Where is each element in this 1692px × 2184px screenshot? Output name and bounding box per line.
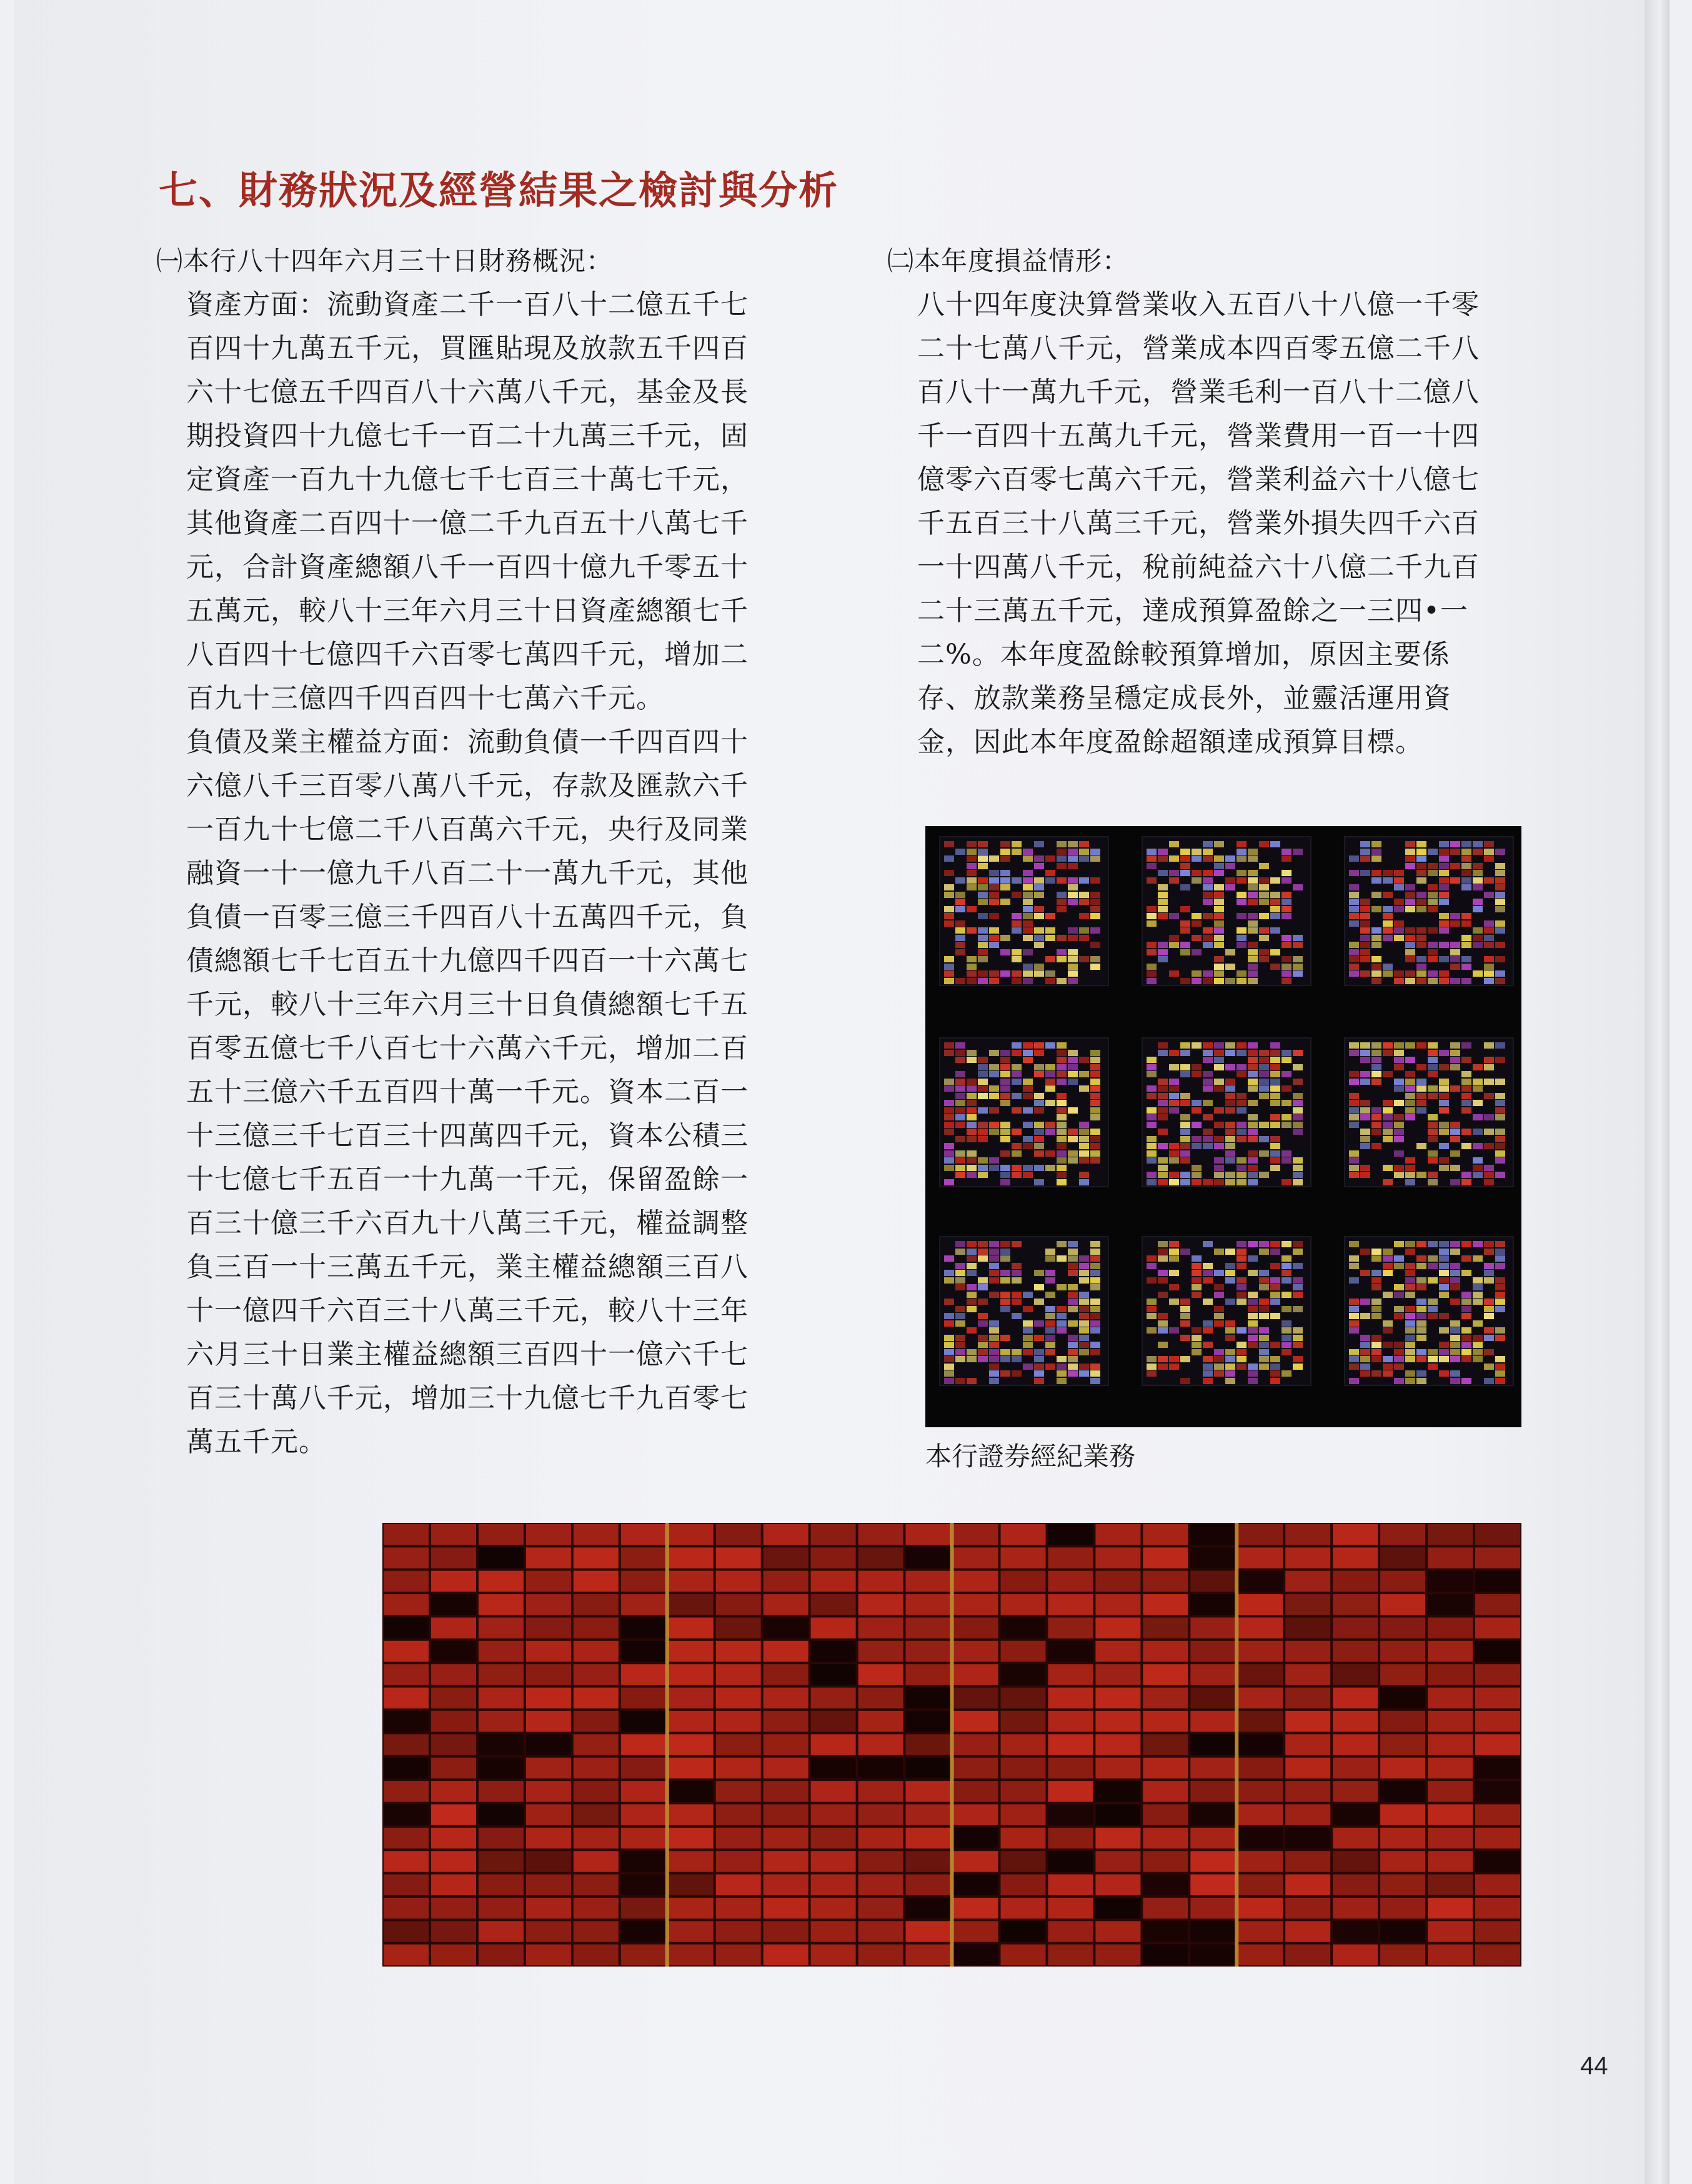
profit-loss-line: 百八十一萬九千元，營業毛利一百八十二億八 xyxy=(917,376,1480,408)
financial-overview-line: 百三十億三千六百九十八萬三千元，權益調整 xyxy=(186,1207,749,1239)
profit-loss-column xyxy=(887,239,1537,764)
financial-overview-line: 債總額七千七百五十九億四千四百一十六萬七 xyxy=(186,945,749,977)
financial-overview-column xyxy=(156,239,819,1464)
financial-overview-line: 融資一十一億九千八百二十一萬九千元，其他 xyxy=(186,857,749,889)
profit-loss-heading: ㈡本年度損益情形： xyxy=(887,246,1130,276)
monitor-screen xyxy=(1142,1236,1311,1386)
photo-caption: 本行證券經紀業務 xyxy=(925,1441,1136,1472)
profit-loss-line: 一十四萬八千元，稅前純益六十八億二千九百 xyxy=(917,551,1480,583)
financial-overview-line: 負三百一十三萬五千元，業主權益總額三百八 xyxy=(186,1251,749,1283)
financial-overview-line: 八百四十七億四千六百零七萬四千元，增加二 xyxy=(186,639,749,671)
financial-overview-line: 十七億七千五百一十九萬一千元，保留盈餘一 xyxy=(186,1164,749,1195)
financial-overview-line: 期投資四十九億七千一百二十九萬三千元，固 xyxy=(186,420,749,452)
monitor-screen xyxy=(1142,1037,1311,1187)
profit-loss-text xyxy=(887,283,1537,764)
financial-overview-line: 萬五千元。 xyxy=(186,1426,327,1458)
monitor-screen xyxy=(1344,1037,1514,1187)
profit-loss-line: 千一百四十五萬九千元，營業費用一百一十四 xyxy=(917,420,1480,452)
financial-overview-line: 其他資產二百四十一億二千九百五十八萬七千 xyxy=(186,507,749,539)
monitor-screen xyxy=(939,1037,1109,1187)
stock-quote-board-photo xyxy=(382,1523,1521,1967)
profit-loss-line: 存、放款業務呈穩定成長外，並靈活運用資 xyxy=(917,682,1451,714)
monitor-screen xyxy=(1142,836,1311,986)
financial-overview-text xyxy=(156,283,819,1464)
financial-overview-line: 百九十三億四千四百四十七萬六千元。 xyxy=(186,682,664,714)
financial-overview-line: 六月三十日業主權益總額三百四十一億六千七 xyxy=(186,1339,749,1370)
profit-loss-line: 二十三萬五千元，達成預算盈餘之一三四•一 xyxy=(917,595,1468,627)
profit-loss-line: 二十七萬八千元，營業成本四百零五億二千八 xyxy=(917,332,1480,364)
financial-overview-heading: ㈠本行八十四年六月三十日財務概況： xyxy=(156,246,614,276)
profit-loss-line: 金，因此本年度盈餘超額達成預算目標。 xyxy=(917,726,1423,758)
page-number: 44 xyxy=(1580,2052,1608,2080)
quote-board-graphic xyxy=(382,1523,1521,1967)
profit-loss-line: 二%。本年度盈餘較預算增加，原因主要係 xyxy=(917,639,1450,671)
financial-overview-line: 百四十九萬五千元，買匯貼現及放款五千四百 xyxy=(186,332,749,364)
financial-overview-line: 負債一百零三億三千四百八十五萬四千元，負 xyxy=(186,901,749,933)
page-spine xyxy=(1645,0,1670,2184)
financial-overview-line: 十三億三千七百三十四萬四千元，資本公積三 xyxy=(186,1120,749,1152)
profit-loss-line: 億零六百零七萬六千元，營業利益六十八億七 xyxy=(917,464,1480,496)
financial-overview-line: 六十七億五千四百八十六萬八千元，基金及長 xyxy=(186,376,749,408)
financial-overview-line: 五萬元，較八十三年六月三十日資產總額七千 xyxy=(186,595,749,627)
financial-overview-line: 負債及業主權益方面：流動負債一千四百四十 xyxy=(186,726,749,758)
brokerage-monitors-photo xyxy=(925,826,1521,1427)
financial-overview-line: 五十三億六千五百四十萬一千元。資本二百一 xyxy=(186,1076,749,1108)
monitor-screen xyxy=(1344,836,1514,986)
section-title: 七、財務狀況及經營結果之檢討與分析 xyxy=(159,167,839,213)
financial-overview-line: 六億八千三百零八萬八千元，存款及匯款六千 xyxy=(186,770,749,802)
page xyxy=(14,0,1670,2184)
financial-overview-line: 一百九十七億二千八百萬六千元，央行及同業 xyxy=(186,814,749,845)
financial-overview-line: 定資產一百九十九億七千七百三十萬七千元， xyxy=(186,464,749,496)
monitor-screen xyxy=(939,836,1109,986)
profit-loss-line: 八十四年度決算營業收入五百八十八億一千零 xyxy=(917,289,1480,321)
financial-overview-line: 千元，較八十三年六月三十日負債總額七千五 xyxy=(186,989,749,1020)
profit-loss-line: 千五百三十八萬三千元，營業外損失四千六百 xyxy=(917,507,1480,539)
financial-overview-line: 百三十萬八千元，增加三十九億七千九百零七 xyxy=(186,1382,749,1414)
financial-overview-line: 資產方面：流動資產二千一百八十二億五千七 xyxy=(186,289,749,321)
financial-overview-line: 百零五億七千八百七十六萬六千元，增加二百 xyxy=(186,1032,749,1064)
monitor-screen xyxy=(939,1236,1109,1386)
financial-overview-line: 十一億四千六百三十八萬三千元，較八十三年 xyxy=(186,1295,749,1327)
monitor-screen xyxy=(1344,1236,1514,1386)
financial-overview-line: 元，合計資產總額八千一百四十億九千零五十 xyxy=(186,551,749,583)
